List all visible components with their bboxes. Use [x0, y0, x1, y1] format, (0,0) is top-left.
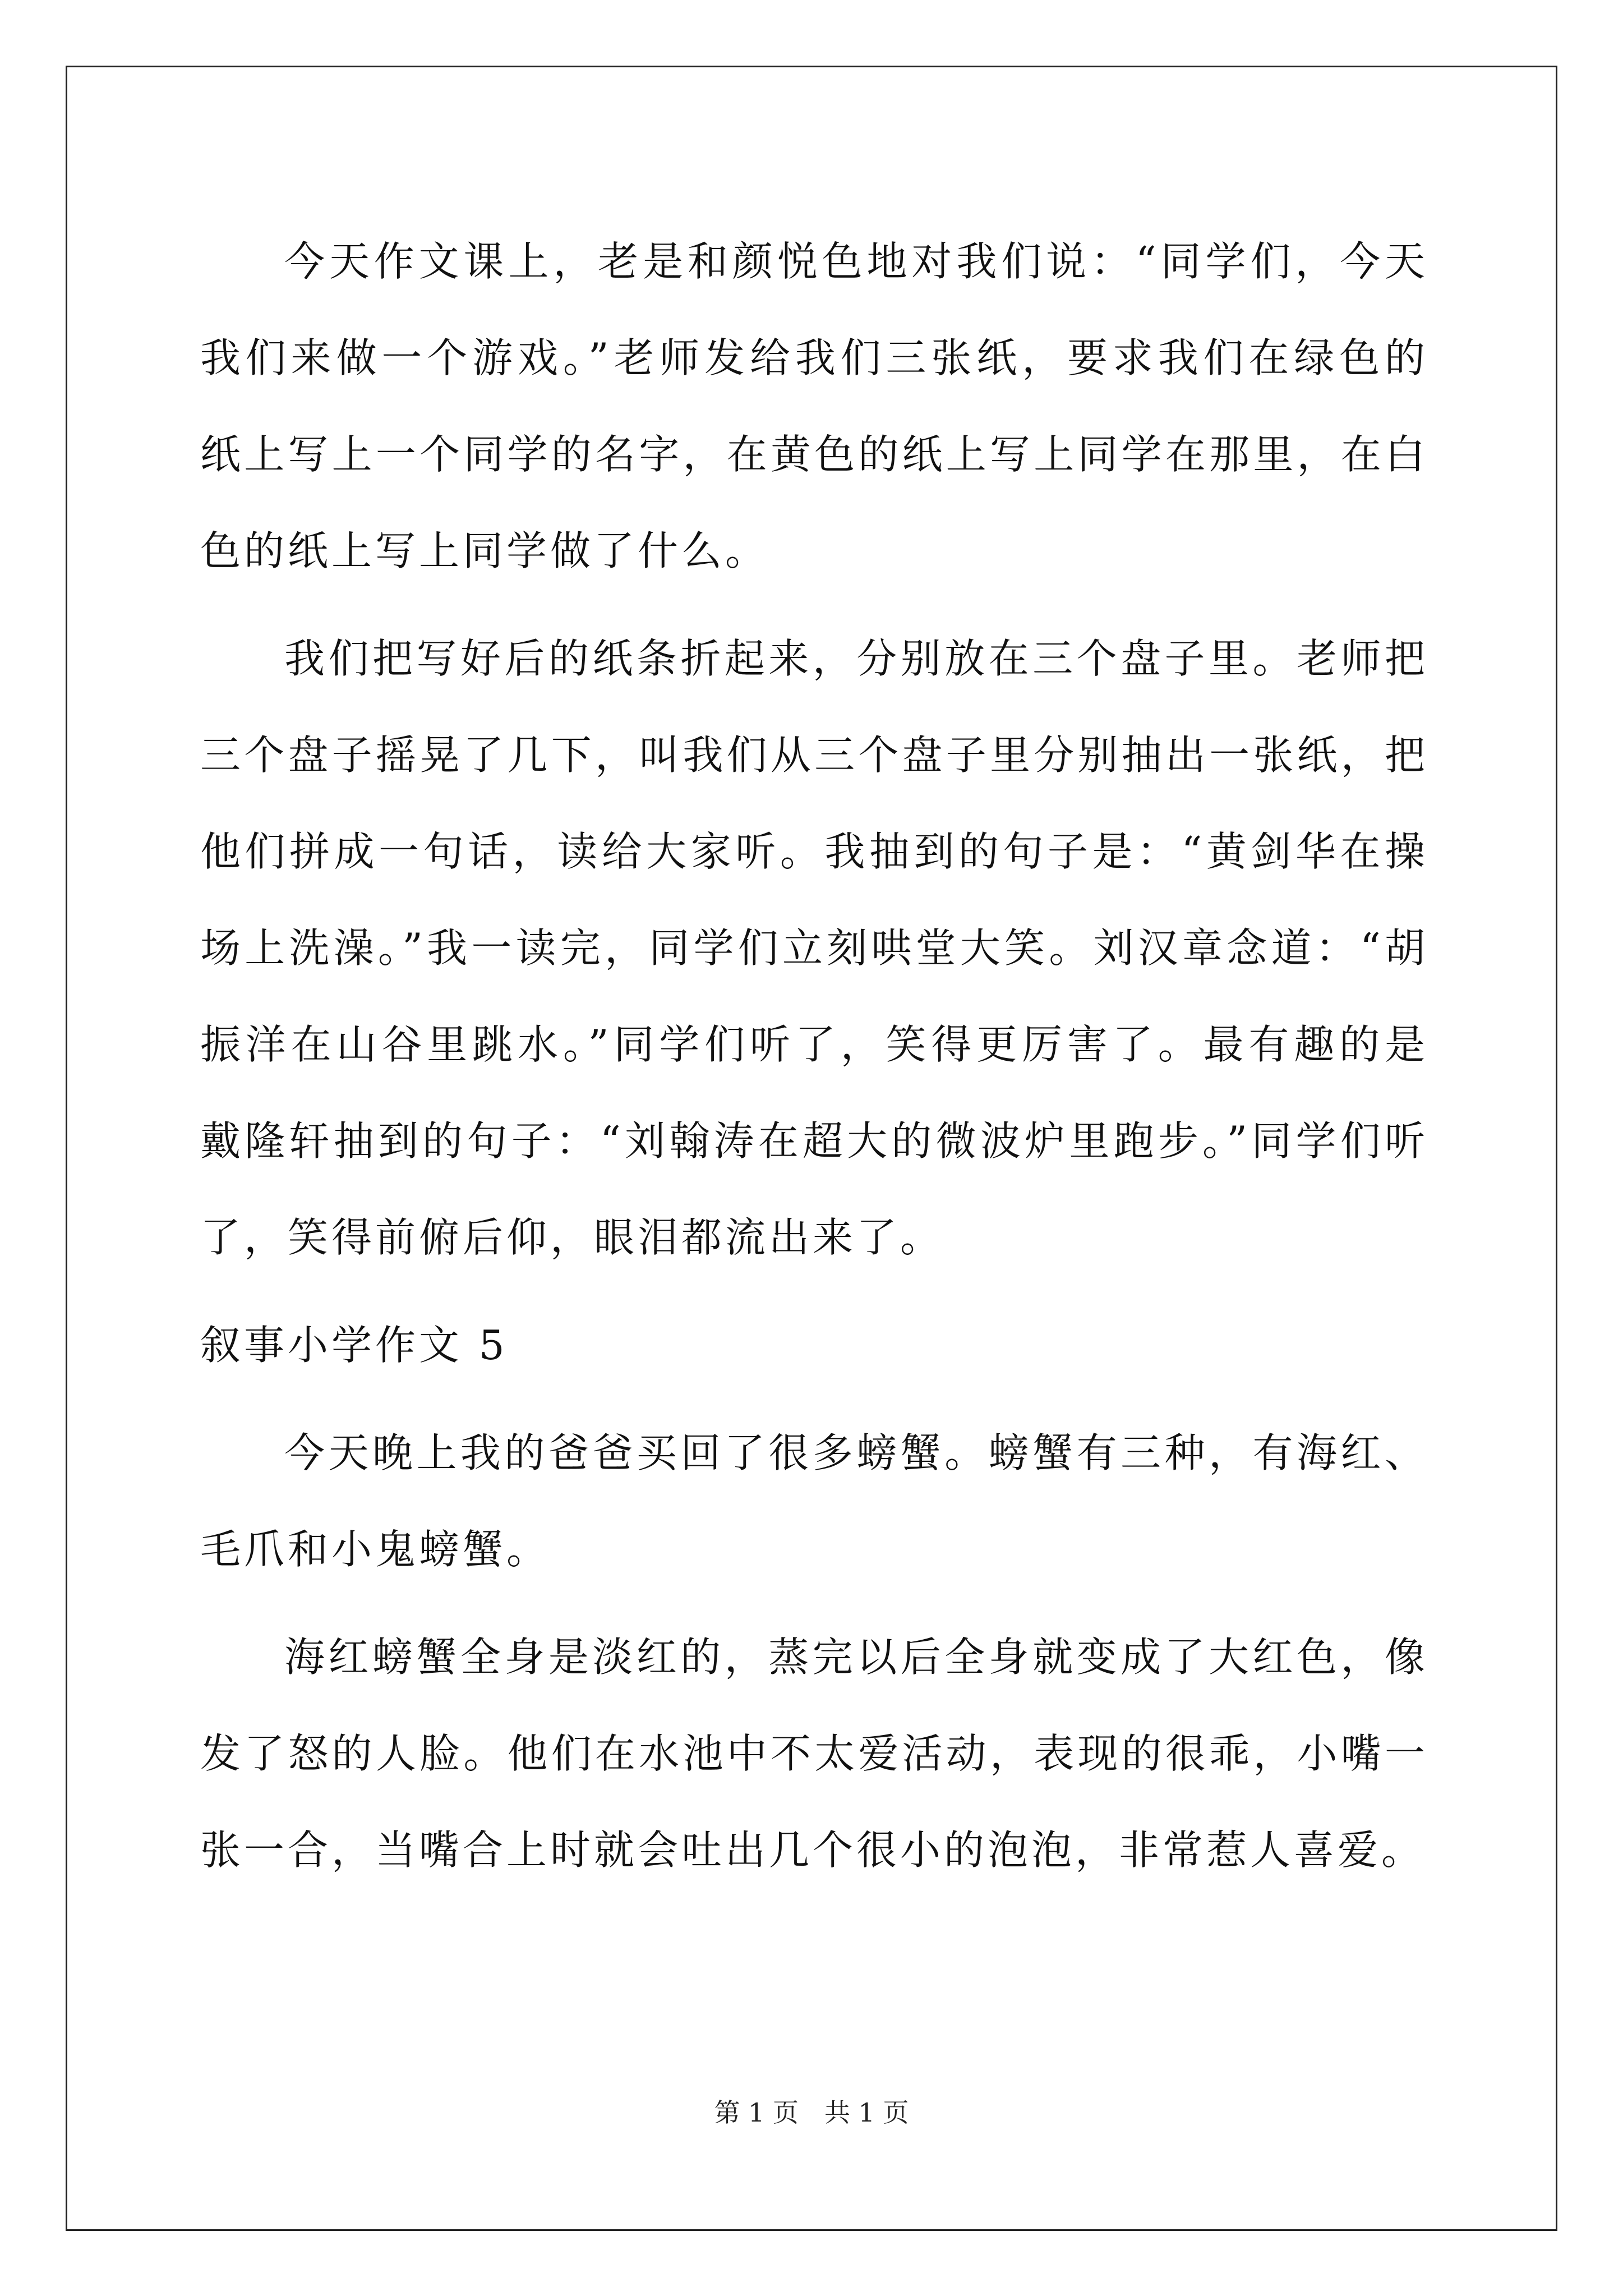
section-title: 叙事小学作文 5: [200, 1322, 508, 1369]
page-footer: 第 1 页 共 1 页: [714, 2097, 909, 2128]
document-body: [200, 213, 1428, 1910]
paragraph: 今天作文课上，老是和颜悦色地对我们说：“同学们，今天我们来做一个游戏。”老师发给我们三张纸，要求我们在绿色的纸上写上一个同学的名字，在黄色的纸上写上同学在那里，在白色的纸上写上同学做了什么。: [200, 238, 1428, 574]
paragraph: 我们把写好后的纸条折起来，分别放在三个盘子里。老师把三个盘子摇晃了几下，叫我们从三个盘子里分别抽出一张纸，把他们拼成一句话，读给大家听。我抽到的句子是：“黄剑华在操场上洗澡。”我一读完，同学们立刻哄堂大笑。刘汉章念道：“胡振洋在山谷里跳水。”同学们听了，笑得更厉害了。最有趣的是戴隆轩抽到的句子：“刘翰涛在超大的微波炉里跑步。”同学们听了，笑得前俯后仰，眼泪都流出来了。: [200, 635, 1428, 1261]
paragraph: 今天晚上我的爸爸买回了很多螃蟹。螃蟹有三种，有海红、毛爪和小鬼螃蟹。: [200, 1429, 1428, 1573]
paragraph: 海红螃蟹全身是淡红的，蒸完以后全身就变成了大红色，像发了怒的人脸。他们在水池中不太爱活动，表现的很乖，小嘴一张一合，当嘴合上时就会吐出几个很小的泡泡，非常惹人喜爱。: [200, 1634, 1428, 1874]
